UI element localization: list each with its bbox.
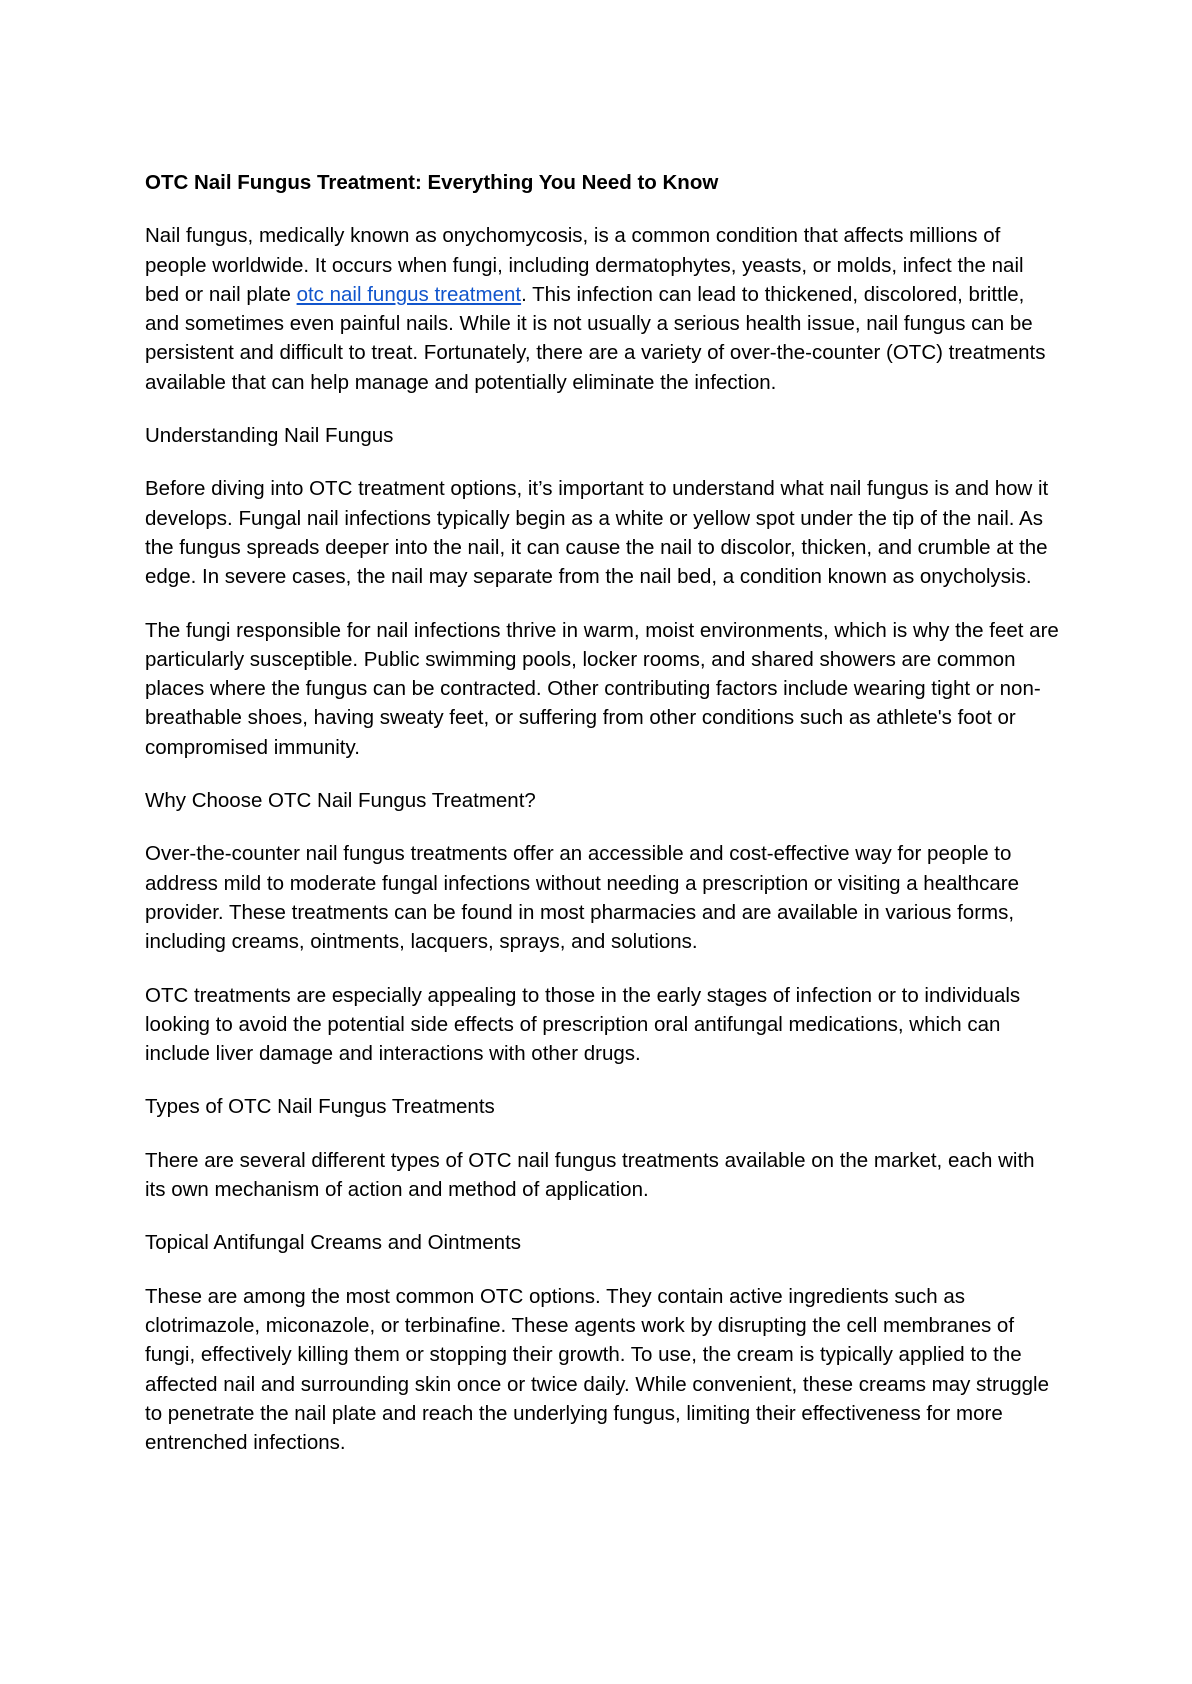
section-heading-why-choose: Why Choose OTC Nail Fungus Treatment? xyxy=(145,789,536,813)
paragraph-why-choose-1: Over-the-counter nail fungus treatments offer an accessible and cost-effective way for people to address mild to moderate fungal infections without needing a prescription or visiting a healthcare provider. These treatments can be found in most pharmacies and are available in various forms, including creams, ointments, lacquers, sprays, and solutions. xyxy=(145,842,1020,954)
document-page xyxy=(145,168,1060,1481)
intro-text-after-link: . This infection can lead to thickened, discolored, brittle, and sometimes even painful nails. While it is not usually a serious health issue, nail fungus can be persistent and difficult to treat. Fortunately, there are a variety of over-the-counter (OTC) treatments available that can help manage and potentially eliminate the infection. xyxy=(145,282,1046,394)
section-heading-understanding: Understanding Nail Fungus xyxy=(145,424,394,448)
intro-text-before-link: Nail fungus, medically known as onychomycosis, is a common condition that affects millions of people worldwide. It occurs when fungi, including dermatophytes, yeasts, or molds, infect the nail bed or nail plate xyxy=(145,224,1024,306)
intro-paragraph xyxy=(145,221,1060,397)
paragraph-topical-creams-1: These are among the most common OTC options. They contain active ingredients such as clotrimazole, miconazole, or terbinafine. These agents work by disrupting the cell membranes of fungi, effectively killing them or stopping their growth. To use, the cream is typically applied to the affected nail and surrounding skin once or twice daily. While convenient, these creams may struggle to penetrate the nail plate and reach the underlying fungus, limiting their effectiveness for more entrenched infections. xyxy=(145,1284,1049,1455)
section-heading-types: Types of OTC Nail Fungus Treatments xyxy=(145,1095,495,1119)
paragraph-understanding-1: Before diving into OTC treatment options, it’s important to understand what nail fungus is and how it develops. Fungal nail infections typically begin as a white or yellow spot under the tip of the nail. As the fungus spreads deeper into the nail, it can cause the nail to discolor, thicken, and crumble at the edge. In severe cases, the nail may separate from the nail bed, a condition known as onycholysis. xyxy=(145,477,1049,589)
section-heading-topical-creams: Topical Antifungal Creams and Ointments xyxy=(145,1231,522,1255)
document-title: OTC Nail Fungus Treatment: Everything You Need to Know xyxy=(145,171,719,194)
paragraph-types-1: There are several different types of OTC nail fungus treatments available on the market, each with its own mechanism of action and method of application. xyxy=(145,1148,1035,1202)
otc-treatment-link[interactable]: otc nail fungus treatment xyxy=(296,282,522,306)
paragraph-why-choose-2: OTC treatments are especially appealing to those in the early stages of infection or to individuals looking to avoid the potential side effects of prescription oral antifungal medications, which can include liver damage and interactions with other drugs. xyxy=(145,983,1021,1066)
paragraph-understanding-2: The fungi responsible for nail infections thrive in warm, moist environments, which is why the feet are particularly susceptible. Public swimming pools, locker rooms, and shared showers are common places where the fungus can be contracted. Other contributing factors include wearing tight or non-breathable shoes, having sweaty feet, or suffering from other conditions such as athlete's foot or compromised immunity. xyxy=(145,618,1059,759)
